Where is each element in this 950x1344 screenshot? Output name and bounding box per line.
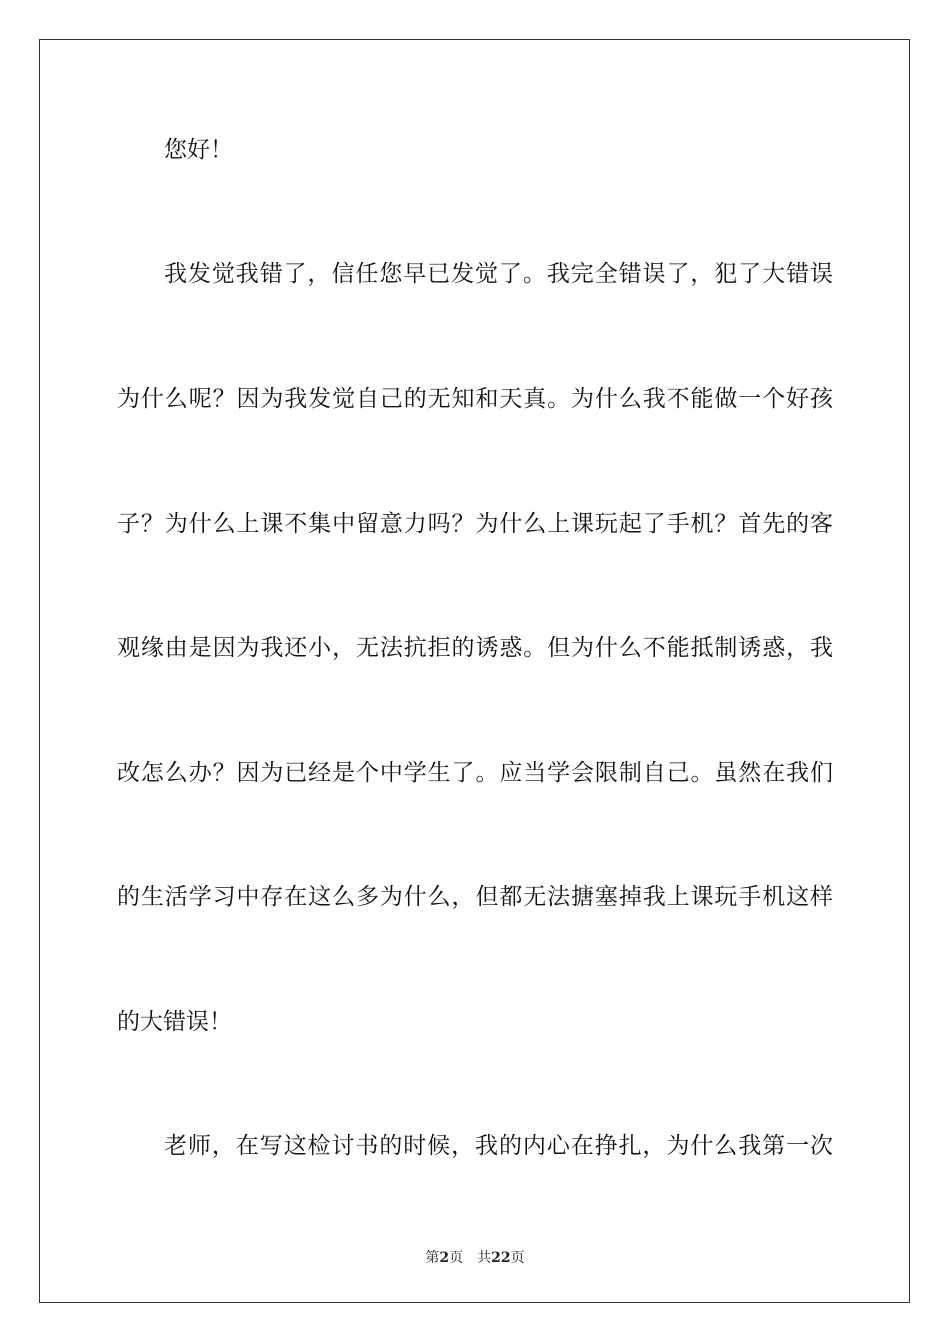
paragraph-1-line-4: 观缘由是因为我还小，无法抗拒的诱惑。但为什么不能抵制诱惑，我	[117, 635, 833, 661]
page-footer	[0, 1247, 950, 1267]
footer-page-suffix: 页	[449, 1250, 464, 1266]
paragraph-2-line-1: 老师，在写这检讨书的时候，我的内心在挣扎，为什么我第一次	[164, 1133, 833, 1159]
footer-total-suffix: 页	[510, 1250, 525, 1266]
paragraph-1-line-3: 子？为什么上课不集中留意力吗？为什么上课玩起了手机？首先的客	[117, 511, 833, 537]
greeting-line: 您好！	[164, 137, 233, 163]
paragraph-1-line-2: 为什么呢？因为我发觉自己的无知和天真。为什么我不能做一个好孩	[117, 386, 833, 412]
footer-total-number: 22	[491, 1250, 511, 1266]
footer-page-number: 2	[439, 1250, 450, 1266]
paragraph-1-line-6: 的生活学习中存在这么多为什么，但都无法搪塞掉我上课玩手机这样	[117, 884, 833, 910]
paragraph-1-line-5: 改怎么办？因为已经是个中学生了。应当学会限制自己。虽然在我们	[117, 760, 833, 786]
paragraph-1-line-1: 我发觉我错了，信任您早已发觉了。我完全错误了，犯了大错误	[164, 261, 833, 287]
footer-total-prefix: 共	[477, 1250, 492, 1266]
footer-page-prefix: 第	[425, 1250, 440, 1266]
page-border	[39, 39, 910, 1303]
paragraph-1-line-7: 的大错误！	[117, 1009, 232, 1035]
